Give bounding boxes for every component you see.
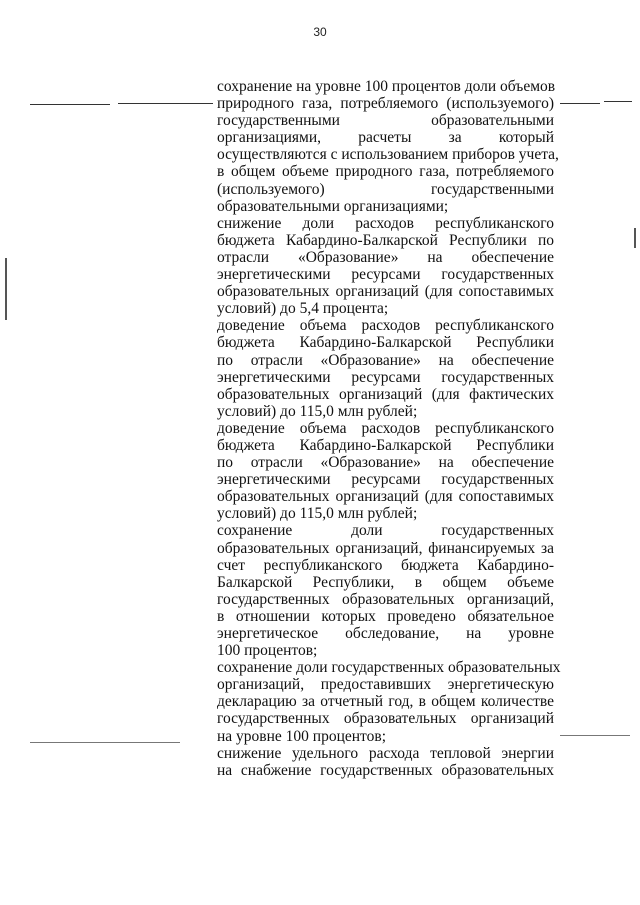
text-line: доведение объема расходов республиканского	[217, 419, 554, 437]
text-line: на уровне 100 процентов;	[217, 727, 387, 745]
text-line: по отрасли «Образование» на обеспечение	[217, 351, 554, 369]
text-line: образовательных организаций, финансируемых за	[217, 539, 554, 557]
text-line: сохранение доли государственных образовательных	[217, 659, 561, 677]
text-line: природного газа, потребляемого (используемого)	[217, 95, 554, 113]
text-line: энергетическое обследование, на уровне	[217, 625, 554, 642]
text-line: условий) до 5,4 процента;	[217, 300, 389, 318]
body-text	[217, 78, 561, 779]
text-line: государственных образовательных организаций	[217, 710, 554, 728]
scan-line-right-top-2	[604, 101, 632, 102]
text-line: бюджета Кабардино-Балкарской Республики по	[217, 231, 554, 249]
text-line: сохранение доли государственных	[217, 522, 554, 540]
scan-line-right-bottom	[560, 735, 630, 736]
text-line: доведение объема расходов республиканского	[217, 317, 554, 335]
text-line: в отношении которых проведено обязательное	[217, 607, 554, 625]
text-line: отрасли «Образование» на обеспечение	[217, 248, 554, 266]
scan-line-left-top-2	[118, 103, 213, 104]
text-line: Балкарской Республики, в общем объеме	[217, 573, 554, 591]
text-line: образовательных организаций (для сопоставимых	[217, 283, 554, 301]
text-line: условий) до 115,0 млн рублей;	[217, 402, 418, 420]
scan-mark-left-edge	[5, 258, 7, 320]
text-line: условий) до 115,0 млн рублей;	[217, 505, 418, 523]
text-line: снижение удельного расхода тепловой энергии	[217, 744, 554, 762]
text-line: бюджета Кабардино-Балкарской Республики	[217, 436, 554, 454]
text-line: (используемого) государственными	[217, 180, 554, 198]
text-line: образовательных организаций (для сопоставимых	[217, 488, 554, 506]
text-line: образовательными организациями;	[217, 197, 449, 215]
text-line: бюджета Кабардино-Балкарской Республики	[217, 334, 554, 352]
text-line: сохранение на уровне 100 процентов доли объемов	[217, 78, 556, 95]
text-line: счет республиканского бюджета Кабардино-	[217, 556, 554, 574]
text-line: государственными образовательными	[217, 112, 554, 130]
text-line: в общем объеме природного газа, потребляемого	[217, 163, 554, 181]
text-line: декларацию за отчетный год, в общем количестве	[217, 693, 554, 711]
text-line: на снабжение государственных образовательных	[217, 761, 554, 779]
text-line: организаций, предоставивших энергетическую	[217, 676, 554, 694]
text-line: энергетическими ресурсами государственных	[217, 266, 554, 284]
text-line: энергетическими ресурсами государственных	[217, 368, 554, 386]
text-line: по отрасли «Образование» на обеспечение	[217, 454, 554, 472]
text-line: образовательных организаций (для фактических	[217, 385, 554, 403]
text-line: энергетическими ресурсами государственных	[217, 471, 554, 489]
text-line: осуществляются с использованием приборов учета,	[217, 146, 559, 164]
scan-line-right-top	[560, 103, 600, 104]
scan-mark-right-edge	[634, 228, 636, 248]
page-number: 30	[313, 25, 327, 39]
text-line: 100 процентов;	[217, 642, 318, 660]
text-line: организациями, расчеты за который	[217, 129, 554, 147]
text-line: государственных образовательных организаций,	[217, 590, 554, 608]
text-line: снижение доли расходов республиканского	[217, 214, 554, 232]
scan-line-left-top	[30, 104, 110, 105]
scan-line-left-bottom	[30, 742, 180, 743]
